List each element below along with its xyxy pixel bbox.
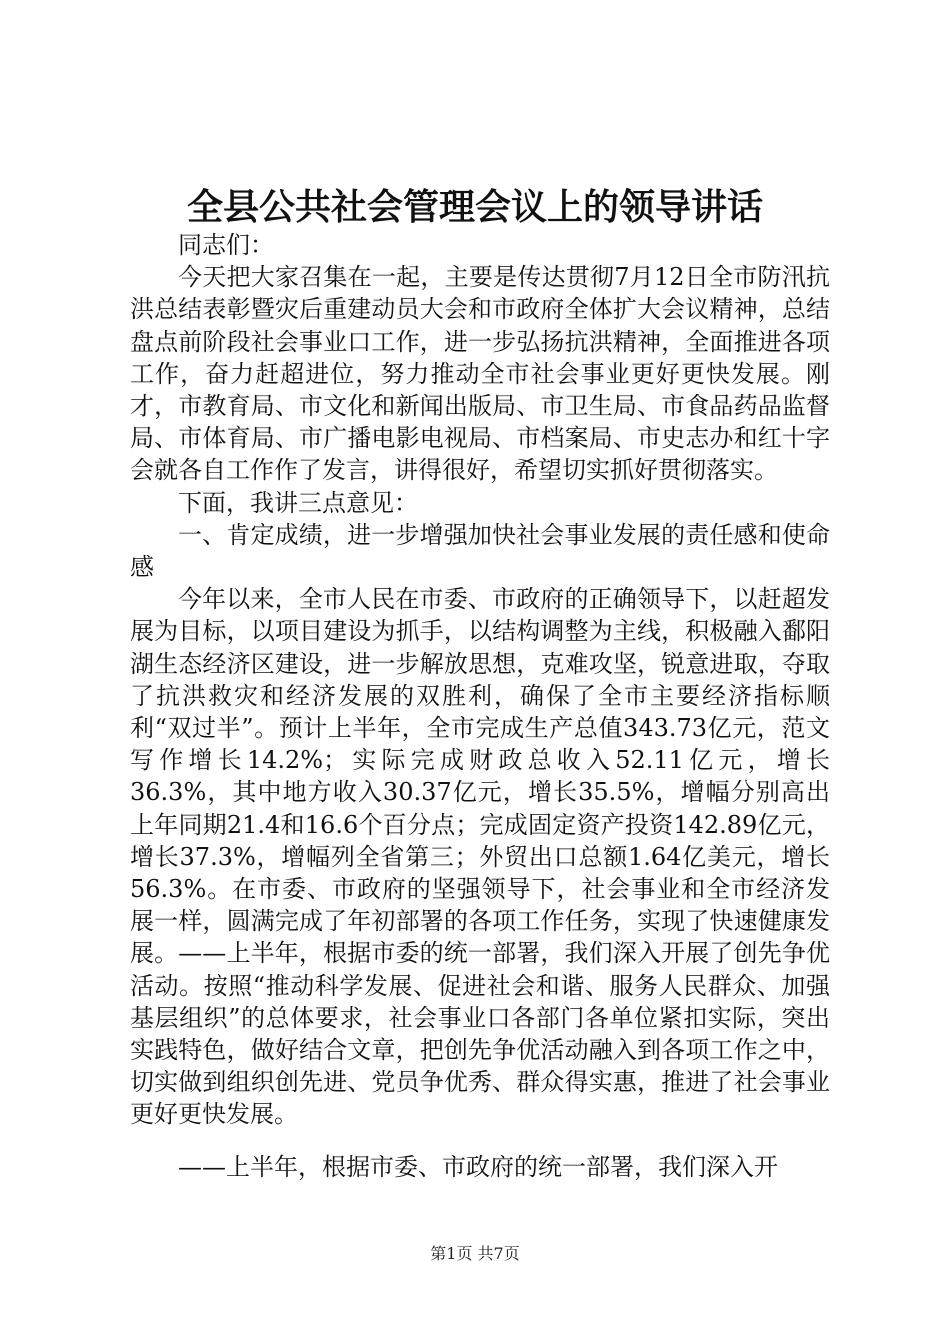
paragraph-intro: 下面，我讲三点意见： [178,488,418,517]
paragraph-achievements: 今年以来，全市人民在市委、市政府的正确领导下，以赶超发展为目标，以项目建设为抓手，以结构调整为主线，积极融入鄱阳湖生态经济区建设，进一步解放思想，克难攻坚，锐意进取，夺取了抗洪救灾和经济发展的双胜利，确保了全市主要经济指标顺利“双过半”。预计上半年，全市完成生产总值343.73亿元，范文写作增长14.2%；实际完成财政总收入52.11亿元，增长36.3%，其中地方收入30.37亿元，增长35.5%，增幅分别高出上年同期21.4和16.6个百分点；完成固定资产投资142.89亿元，增长37.3%，增幅列全省第三；外贸出口总额1.64亿美元，增长56.3%。在市委、市政府的坚强领导下，社会事业和全市经济发展一样，圆满完成了年初部署的各项工作任务，实现了快速健康发展。——上半年，根据市委的统一部署，我们深入开展了创先争优活动。按照“推动科学发展、促进社会和谐、服务人民群众、加强基层组织”的总体要求，社会事业口各部门各单位紧扣实际，突出实践特色，做好结合文章，把创先争优活动融入到各项工作之中，切实做到组织创先进、党员争优秀、群众得实惠，推进了社会事业更好更快发展。 [130,585,830,1129]
paragraph-continuation: ——上半年，根据市委、市政府的统一部署，我们深入开 [178,1152,778,1181]
page-footer: 第1页 共7页 [430,1244,520,1263]
paragraph-opening: 今天把大家召集在一起，主要是传达贯彻7月12日全市防汛抗洪总结表彰暨灾后重建动员大会和市政府全体扩大会议精神，总结盘点前阶段社会事业口工作，进一步弘扬抗洪精神，全面推进各项工作，奋力赶超进位，努力推动全市社会事业更好更快发展。刚才，市教育局、市文化和新闻出版局、市卫生局、市食品药品监督局、市体育局、市广播电影电视局、市档案局、市史志办和红十字会就各自工作作了发言，讲得很好，希望切实抓好贯彻落实。 [130,263,830,485]
section-heading-one: 一、肯定成绩，进一步增强加快社会事业发展的责任感和使命感 [130,520,830,582]
document-body [130,229,830,1183]
paragraph-salutation: 同志们： [178,231,274,259]
document-title: 全县公共社会管理会议上的领导讲话 [186,186,763,228]
